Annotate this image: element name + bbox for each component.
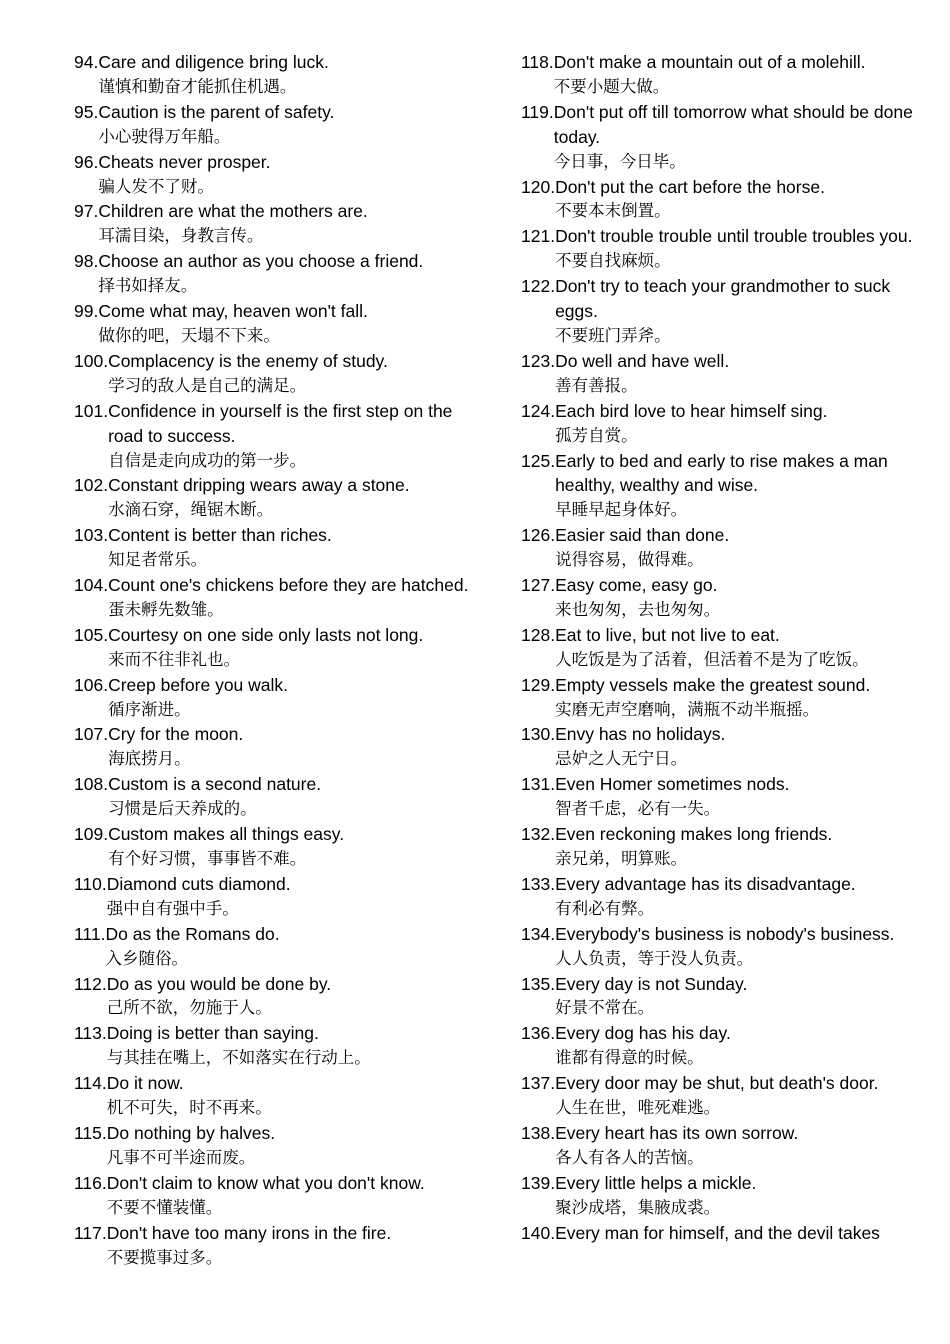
proverb-english: Don't try to teach your grandmother to suck eggs. (555, 276, 891, 322)
proverb-item (74, 1071, 474, 1121)
proverb-chinese: 凡事不可半途而废。 (106, 1147, 256, 1167)
proverb-chinese: 人人负责，等于没人负责。 (555, 948, 754, 968)
proverb-english: Caution is the parent of safety. (98, 101, 335, 122)
proverb-number: 126. (521, 525, 556, 546)
proverb-item (521, 224, 926, 274)
proverb-item (521, 449, 926, 524)
proverb-chinese: 知足者常乐。 (108, 550, 208, 570)
proverb-chinese: 做你的吧，天塌不下来。 (98, 325, 280, 345)
proverb-english: Do well and have well. (555, 350, 730, 371)
proverb-body (105, 922, 474, 972)
proverb-english: Count one's chickens before they are hatched. (108, 575, 469, 596)
proverb-number: 139. (521, 1172, 556, 1193)
proverb-chinese: 实磨无声空磨响，满瓶不动半瓶摇。 (555, 699, 820, 719)
proverb-number: 117. (74, 1222, 107, 1243)
proverb-chinese: 人生在世，唯死难逃。 (555, 1098, 721, 1118)
proverb-number: 100. (74, 350, 109, 371)
proverb-english: Do as the Romans do. (105, 923, 280, 944)
proverb-body (555, 175, 926, 225)
proverb-number: 124. (521, 400, 556, 421)
proverb-chinese: 不要小题大做。 (553, 76, 670, 96)
proverb-body (555, 1021, 926, 1071)
proverb-body (555, 872, 926, 922)
proverb-english: Cheats never prosper. (98, 151, 271, 172)
proverb-body (107, 972, 474, 1022)
proverb-item (74, 100, 474, 150)
proverb-body (107, 872, 474, 922)
proverb-chinese: 各人有各人的苦恼。 (555, 1147, 704, 1167)
proverb-english: Come what may, heaven won't fall. (98, 301, 368, 322)
proverb-english: Every dog has his day. (555, 1023, 731, 1044)
proverb-item (74, 922, 474, 972)
proverb-chinese: 智者千虑，必有一失。 (555, 799, 721, 819)
proverb-body (555, 399, 926, 449)
proverb-english: Custom makes all things easy. (108, 824, 345, 845)
proverb-body (107, 1071, 474, 1121)
proverb-number: 120. (521, 176, 556, 197)
proverb-item (521, 922, 926, 972)
proverb-number: 111. (74, 923, 106, 944)
proverb-number: 99. (74, 301, 99, 322)
proverb-english: Each bird love to hear himself sing. (555, 400, 828, 421)
proverb-english: Don't put off till tomorrow what should be done today. (553, 101, 913, 147)
proverb-chinese: 骗人发不了财。 (98, 176, 214, 196)
proverb-chinese: 今日事，今日毕。 (553, 151, 686, 171)
proverb-chinese: 不要班门弄斧。 (555, 325, 671, 345)
proverb-number: 136. (521, 1023, 556, 1044)
proverb-body (107, 1021, 474, 1071)
proverb-english: Don't put the cart before the horse. (555, 176, 825, 197)
proverb-number: 102. (74, 475, 109, 496)
proverb-chinese: 己所不欲，勿施于人。 (106, 998, 272, 1018)
proverb-chinese: 强中自有强中手。 (106, 898, 239, 918)
proverb-english: Do nothing by halves. (106, 1122, 276, 1143)
proverb-body (555, 772, 926, 822)
proverb-english: Easy come, easy go. (555, 575, 718, 596)
proverb-english: Don't claim to know what you don't know. (106, 1172, 425, 1193)
proverb-item (521, 349, 926, 399)
proverb-english: Don't have too many irons in the fire. (106, 1222, 392, 1243)
proverb-number: 121. (521, 226, 556, 247)
proverb-chinese: 谁都有得意的时候。 (555, 1048, 704, 1068)
proverb-column-left (74, 50, 474, 1270)
proverb-chinese: 有利必有弊。 (555, 898, 655, 918)
proverb-english: Do it now. (106, 1073, 184, 1094)
proverb-item (74, 772, 474, 822)
proverb-body (108, 573, 474, 623)
proverb-number: 106. (74, 674, 109, 695)
proverb-number: 97. (74, 201, 99, 222)
proverb-body (108, 673, 474, 723)
proverb-number: 105. (74, 624, 109, 645)
proverb-number: 131. (521, 774, 556, 795)
proverb-item (521, 399, 926, 449)
proverb-english: Care and diligence bring luck. (98, 52, 329, 72)
proverb-number: 114. (74, 1073, 107, 1094)
proverb-item (521, 573, 926, 623)
proverb-english: Do as you would be done by. (106, 973, 332, 994)
proverb-number: 134. (521, 923, 556, 944)
proverb-english: Don't trouble trouble until trouble troubles you. (555, 226, 913, 247)
proverb-english: Even Homer sometimes nods. (555, 774, 790, 795)
proverb-chinese: 说得容易，做得难。 (555, 550, 704, 570)
proverb-english: Content is better than riches. (108, 525, 332, 546)
proverb-item (74, 623, 474, 673)
proverb-number: 107. (74, 724, 109, 745)
proverb-english: Empty vessels make the greatest sound. (555, 674, 871, 695)
proverb-item (74, 473, 474, 523)
proverb-number: 95. (74, 101, 99, 122)
proverb-chinese: 与其挂在嘴上，不如落实在行动上。 (106, 1048, 371, 1068)
proverb-number: 129. (521, 674, 556, 695)
proverb-item (521, 1171, 926, 1221)
proverb-item (74, 399, 474, 474)
proverb-english: Courtesy on one side only lasts not long. (108, 624, 424, 645)
proverb-english: Custom is a second nature. (108, 774, 322, 795)
proverb-number: 135. (521, 973, 556, 994)
proverb-number: 96. (74, 151, 99, 172)
proverb-number: 119. (521, 101, 554, 122)
proverb-body (555, 822, 926, 872)
proverb-item (521, 1021, 926, 1071)
proverb-chinese: 人吃饭是为了活着，但活着不是为了吃饭。 (555, 649, 869, 669)
proverb-number: 108. (74, 774, 109, 795)
proverb-english: Every day is not Sunday. (555, 973, 748, 994)
proverb-english: Even reckoning makes long friends. (555, 824, 833, 845)
proverb-chinese: 聚沙成塔，集腋成裘。 (555, 1197, 721, 1217)
proverb-english: Every heart has its own sorrow. (555, 1122, 799, 1143)
proverb-item (74, 972, 474, 1022)
proverb-body (555, 1171, 926, 1221)
proverb-english: Envy has no holidays. (555, 724, 726, 745)
proverb-item (74, 523, 474, 573)
proverb-body (555, 972, 926, 1022)
proverb-item (521, 274, 926, 349)
proverb-body (98, 249, 474, 299)
proverb-chinese: 谨慎和勤奋才能抓住机遇。 (98, 76, 297, 96)
proverb-item (74, 299, 474, 349)
proverb-chinese: 孤芳自赏。 (555, 425, 638, 445)
proverb-body (98, 299, 474, 349)
proverb-body (98, 50, 474, 100)
proverb-chinese: 机不可失，时不再来。 (106, 1098, 272, 1118)
proverb-chinese: 学习的敌人是自己的满足。 (108, 375, 307, 395)
proverb-chinese: 循序渐进。 (108, 699, 191, 719)
proverb-body (555, 573, 926, 623)
proverb-chinese: 有个好习惯，事事皆不难。 (108, 849, 307, 868)
proverb-body (555, 523, 926, 573)
proverb-chinese: 水滴石穿，绳锯木断。 (108, 500, 274, 520)
proverb-body (107, 1171, 474, 1221)
proverb-item (74, 1221, 474, 1271)
proverb-item (74, 673, 474, 723)
proverb-body (555, 349, 926, 399)
proverb-english: Diamond cuts diamond. (106, 873, 291, 894)
proverb-english: Cry for the moon. (108, 724, 244, 745)
proverb-chinese: 不要不懂装懂。 (106, 1197, 223, 1217)
proverb-item (74, 249, 474, 299)
proverb-body (107, 1221, 474, 1271)
proverb-number: 98. (74, 251, 99, 272)
proverb-english: Easier said than done. (555, 525, 730, 546)
proverb-english: Early to bed and early to rise makes a man healthy, wealthy and wise. (555, 450, 888, 496)
proverb-number: 138. (521, 1122, 556, 1143)
proverb-number: 140. (521, 1222, 556, 1243)
proverb-item (521, 623, 926, 673)
proverb-body (108, 822, 474, 872)
proverb-item (521, 1071, 926, 1121)
proverb-number: 125. (521, 450, 556, 471)
proverb-body (108, 473, 474, 523)
proverb-body (555, 224, 926, 274)
proverb-item (521, 722, 926, 772)
proverb-number: 112. (74, 973, 107, 994)
proverb-english: Don't make a mountain out of a molehill. (553, 52, 866, 72)
proverb-item (74, 722, 474, 772)
proverb-item (74, 573, 474, 623)
proverb-english: Every advantage has its disadvantage. (555, 873, 856, 894)
proverb-body (555, 623, 926, 673)
proverb-number: 122. (521, 276, 556, 297)
proverb-number: 123. (521, 350, 556, 371)
proverb-number: 115. (74, 1122, 107, 1143)
proverb-number: 101. (74, 400, 109, 421)
proverb-item (521, 1121, 926, 1171)
proverb-body (98, 199, 474, 249)
proverb-chinese: 入乡随俗。 (105, 948, 188, 968)
proverb-item (74, 349, 474, 399)
proverb-item (74, 822, 474, 872)
proverb-number: 109. (74, 824, 109, 845)
proverb-chinese: 来而不往非礼也。 (108, 649, 241, 669)
proverb-column-right (521, 50, 926, 1246)
proverb-chinese: 不要本末倒置。 (555, 201, 671, 221)
proverb-chinese: 蛋未孵先数雏。 (108, 599, 224, 619)
proverb-body (555, 722, 926, 772)
proverb-number: 118. (521, 52, 554, 72)
proverb-body (554, 50, 926, 100)
proverb-english: Constant dripping wears away a stone. (108, 475, 410, 496)
proverb-item (521, 822, 926, 872)
proverb-chinese: 小心驶得万年船。 (98, 126, 231, 146)
proverb-chinese: 不要自找麻烦。 (555, 251, 671, 271)
proverb-item (74, 199, 474, 249)
proverb-number: 113. (74, 1023, 107, 1044)
proverb-item (74, 150, 474, 200)
proverb-item (521, 872, 926, 922)
proverb-number: 137. (521, 1073, 556, 1094)
proverb-chinese: 早睡早起身体好。 (555, 500, 688, 520)
proverb-item (521, 772, 926, 822)
proverb-item (521, 1221, 926, 1246)
proverb-english: Confidence in yourself is the first step on the road to success. (108, 400, 453, 446)
proverb-body (108, 349, 474, 399)
proverb-body (108, 722, 474, 772)
proverb-chinese: 自信是走向成功的第一步。 (108, 450, 307, 470)
proverb-chinese: 亲兄弟，明算账。 (555, 849, 688, 868)
proverb-item (521, 972, 926, 1022)
proverb-body (107, 1121, 474, 1171)
proverb-chinese: 忌妒之人无宁日。 (555, 749, 688, 769)
proverb-english: Complacency is the enemy of study. (108, 350, 388, 371)
proverb-english: Eat to live, but not live to eat. (555, 624, 780, 645)
proverb-chinese: 不要揽事过多。 (106, 1247, 223, 1267)
proverb-chinese: 耳濡目染，身教言传。 (98, 226, 264, 246)
proverb-body (555, 922, 926, 972)
proverb-body (555, 1121, 926, 1171)
proverb-body (108, 399, 474, 474)
proverb-item (521, 523, 926, 573)
proverb-body (555, 673, 926, 723)
proverb-number: 127. (521, 575, 556, 596)
proverb-body (555, 449, 926, 524)
proverb-body (98, 100, 474, 150)
proverb-number: 94. (74, 52, 99, 72)
proverb-number: 128. (521, 624, 556, 645)
proverb-body (555, 1221, 926, 1246)
proverb-number: 130. (521, 724, 556, 745)
proverb-item (74, 872, 474, 922)
proverb-english: Every little helps a mickle. (555, 1172, 757, 1193)
proverb-number: 116. (74, 1172, 107, 1193)
proverb-item (74, 50, 474, 100)
proverb-item (74, 1171, 474, 1221)
proverb-body (108, 772, 474, 822)
proverb-chinese: 来也匆匆，去也匆匆。 (555, 599, 721, 619)
proverb-chinese: 择书如择友。 (98, 276, 198, 296)
proverb-chinese: 习惯是后天养成的。 (108, 799, 257, 819)
proverb-chinese: 善有善报。 (555, 375, 638, 395)
proverb-number: 104. (74, 575, 109, 596)
proverb-body (554, 100, 926, 175)
proverb-number: 110. (74, 873, 107, 894)
proverb-body (555, 274, 926, 349)
proverb-item (74, 1121, 474, 1171)
proverb-english: Everybody's business is nobody's business. (555, 923, 895, 944)
proverb-english: Creep before you walk. (108, 674, 289, 695)
proverb-item (521, 100, 926, 175)
proverb-english: Doing is better than saying. (106, 1023, 319, 1044)
proverb-item (521, 673, 926, 723)
proverb-english: Children are what the mothers are. (98, 201, 368, 222)
proverb-body (555, 1071, 926, 1121)
proverb-english: Choose an author as you choose a friend. (98, 251, 424, 272)
proverb-body (98, 150, 474, 200)
proverb-number: 133. (521, 873, 556, 894)
proverb-body (108, 523, 474, 573)
proverb-item (521, 50, 926, 100)
proverb-english: Every door may be shut, but death's door. (555, 1073, 879, 1094)
proverb-number: 132. (521, 824, 556, 845)
proverb-item (521, 175, 926, 225)
proverb-english: Every man for himself, and the devil takes (555, 1222, 880, 1243)
proverb-item (74, 1021, 474, 1071)
proverb-chinese: 海底捞月。 (108, 749, 191, 769)
proverb-chinese: 好景不常在。 (555, 998, 655, 1018)
proverb-body (108, 623, 474, 673)
proverb-number: 103. (74, 525, 109, 546)
